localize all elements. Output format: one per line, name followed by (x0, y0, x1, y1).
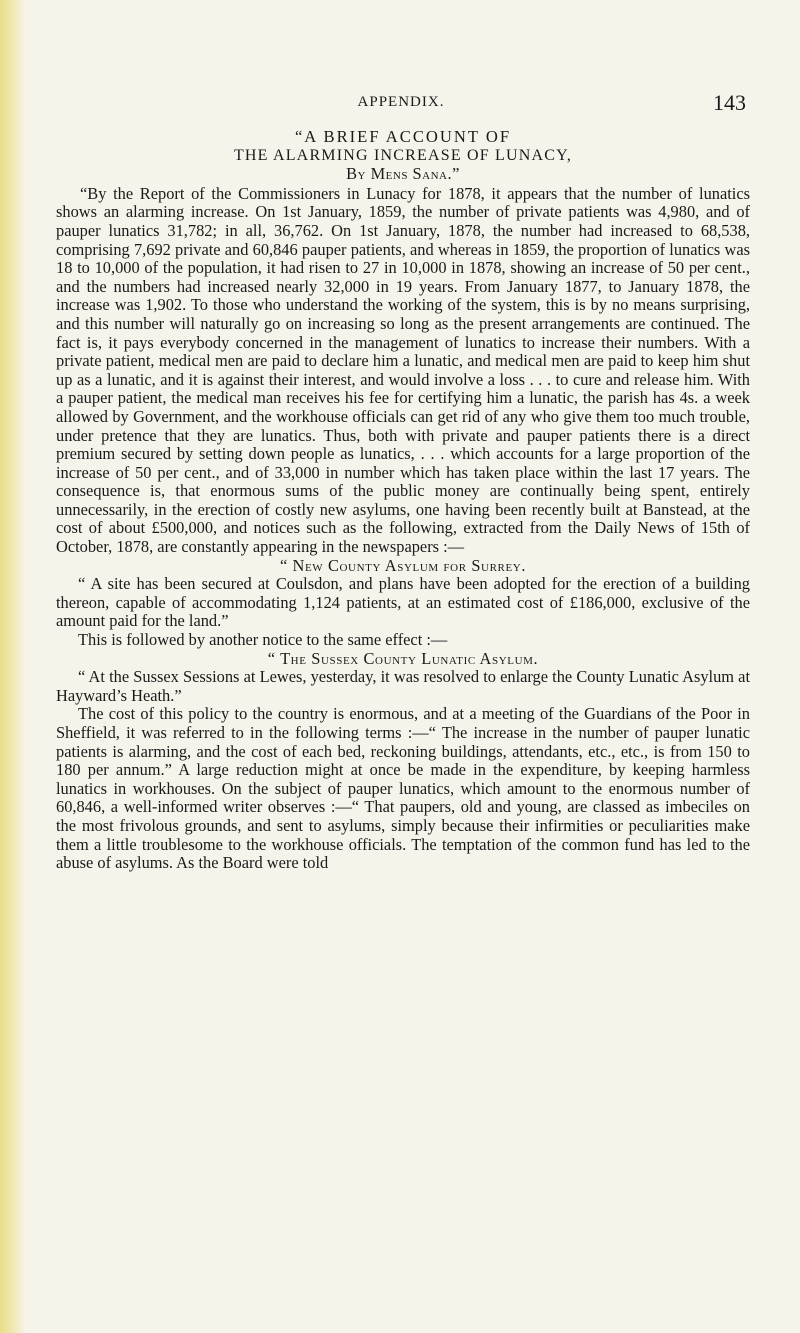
subhead-surrey-asylum: “ New County Asylum for Surrey. (279, 555, 527, 575)
running-head: APPENDIX. (357, 94, 445, 110)
page-number: 143 (713, 90, 746, 115)
article-title-line-1: “A BRIEF ACCOUNT OF (294, 127, 512, 146)
article-title-line-2: THE ALARMING INCREASE OF LUNACY, (233, 146, 573, 164)
paragraph-cost: The cost of this policy to the country is enormous, and at a meeting of the Guardians of the Poor in Sheffield, it was referred to in the following terms :—“ The increase in the number of pauper lunatic patients is alarming, and the cost of each bed, reckoning buildings, attendants, etc., etc., is from 150 to 180 per annum.” A large reduction might at once be made in the expenditure, by keeping harmless lunatics in workhouses. On the subject of pauper lunatics, which amount to the enormous number of 60,846, a well-informed writer observes :—“ That paupers, old and young, are classed as imbeciles on the most frivolous grounds, and sent to asylums, simply because their infirmities or peculiarities make them a little troublesome to the workhouse officials. The temptation of the common fund has led to the abuse of asylums. As the Board were told (56, 704, 750, 873)
paragraph-followed: This is followed by another notice to the same effect :— (78, 630, 448, 650)
page-spine-shadow (0, 0, 26, 1333)
article-byline: By Mens Sana.” (346, 164, 460, 184)
page-body (56, 128, 750, 873)
paragraph-report: “By the Report of the Commissioners in Lunacy for 1878, it appears that the number of lunatics shows an alarming increase. On 1st January, 1859, the number of private patients was 4,980, and of pauper lunatics 31,782; in all, 36,762. On 1st January, 1878, the number had increased to 68,538, comprising 7,692 private and 60,846 pauper patients, and whereas in 1859, the proportion of lunatics was 18 to 10,000 of the population, it had risen to 27 in 10,000 in 1878, showing an increase of 50 per cent., and the numbers had increased nearly 32,000 in 19 years. From January 1877, to January 1878, the increase was 1,902. To those who understand the working of the system, this is by no means surprising, and this number will naturally go on increasing so long as the present arrangements are continued. The fact is, it pays everybody concerned in the management of lunatics to increase their numbers. With a private patient, medical men are paid to declare him a lunatic, and medical men are paid to keep him shut up as a lunatic, and it is against their interest, and would involve a loss . . . to cure and release him. With a pauper patient, the medical man receives his fee for certifying him a lunatic, the parish has 4s. a week allowed by Government, and the workhouse officials can get rid of any who give them too much trouble, under pretence that they are lunatics. Thus, both with private and pauper patients there is a direct premium secured by setting down people as lunatics, . . . which accounts for a large proportion of the increase of 50 per cent., and of 33,000 in number which has taken place within the last 17 years. The consequence is, that enormous sums of the public money are continually being spent, entirely unnecessarily, in the erection of costly new asylums, one having been recently built at Banstead, at the cost of about £500,000, and notices such as the following, extracted from the Daily News of 15th of October, 1878, are constantly appearing in the newspapers :— (56, 183, 750, 557)
page-header (56, 90, 746, 114)
subhead-sussex-asylum: “ The Sussex County Lunatic Asylum. (267, 648, 539, 668)
paragraph-coulsdon: “ A site has been secured at Coulsdon, and plans have been adopted for the erection of a building thereon, capable of accommodating 1,124 patients, at an estimated cost of £186,000, exclusive of the amount paid for the land.” (56, 574, 750, 631)
paragraph-lewes: “ At the Sussex Sessions at Lewes, yesterday, it was resolved to enlarge the County Lunatic Asylum at Hayward’s Heath.” (56, 667, 750, 705)
